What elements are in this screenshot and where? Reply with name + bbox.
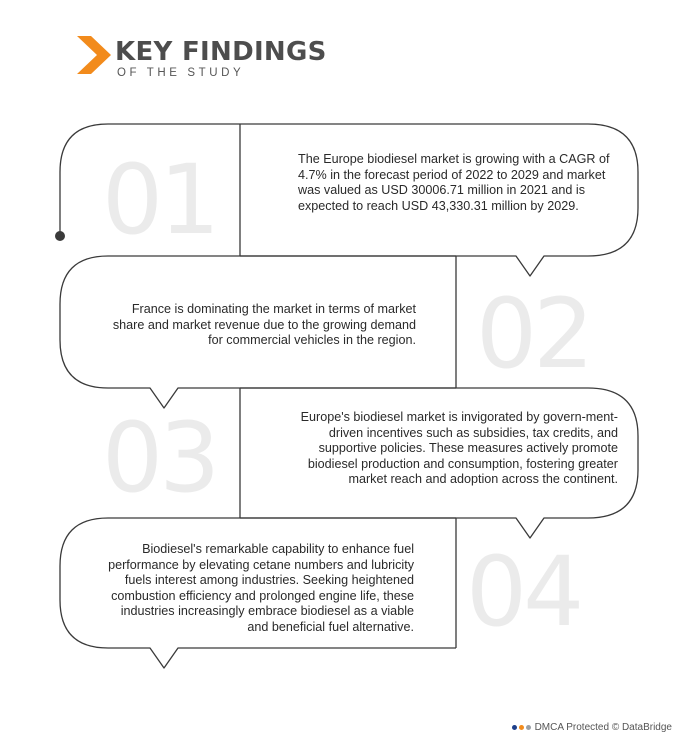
finding-02-text: France is dominating the market in terms of market share and market revenue due to the growing demand for commercial vehicles in the region. — [112, 302, 416, 347]
finding-03-number: 03 — [102, 402, 217, 514]
page-title: KEY FINDINGS — [115, 37, 327, 67]
footer — [512, 722, 672, 733]
finding-01-number: 01 — [102, 144, 217, 256]
start-dot — [55, 231, 65, 241]
finding-03-text: Europe's biodiesel market is invigorated by govern-ment-driven incentives such as subsidies, tax credits, and supportive policies. These measures actively promote biodiesel production and consumption, fostering greater market reach and adoption across the continent. — [300, 410, 618, 486]
finding-01-text: The Europe biodiesel market is growing with a CAGR of 4.7% in the forecast period of 2022 to 2029 and market was valued as USD 30006.71 million in 2021 and is expected to reach USD 43,330.31 million by 2029. — [298, 152, 610, 213]
finding-04-number: 04 — [466, 536, 581, 648]
finding-02-number: 02 — [476, 278, 591, 390]
footer-text: DMCA Protected © DataBridge — [534, 722, 672, 733]
page-subtitle: OF THE STUDY — [117, 67, 245, 79]
finding-04-text: Biodiesel's remarkable capability to enhance fuel performance by elevating cetane numbers and lubricity fuels interest among industries. Seeking heightened combustion efficiency and prolonged engine life, these industries increasingly embrace biodiesel as a viable and beneficial fuel alternative. — [108, 542, 414, 634]
brand-dots-icon — [512, 725, 531, 730]
